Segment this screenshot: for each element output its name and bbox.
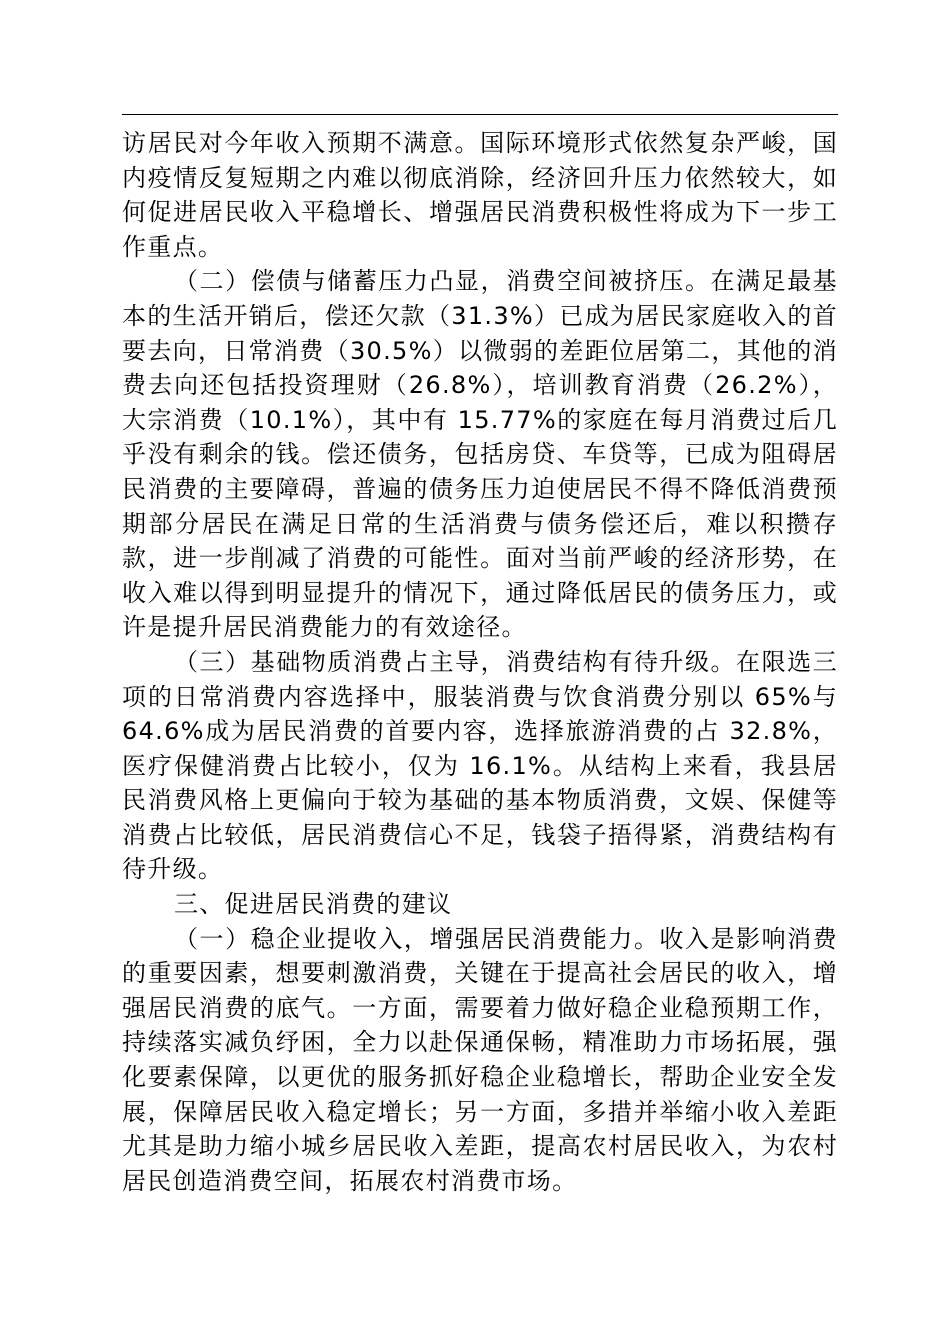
paragraph-debt-savings: （二）偿债与储蓄压力凸显，消费空间被挤压。在满足最基本的生活开销后，偿还欠款（31.3%）已成为居民家庭收入的首要去向，日常消费（30.5%）以微弱的差距位居第二，其他的消费去向还包括投资理财（26.8%），培训教育消费（26.2%），大宗消费（10.1%），其中有 15.77%的家庭在每月消费过后几乎没有剩余的钱。偿还债务，包括房贷、车贷等，已成为阻碍居民消费的主要障碍，普遍的债务压力迫使居民不得不降低消费预期部分居民在满足日常的生活消费与债务偿还后，难以积攒存款，进一步削减了消费的可能性。面对当前严峻的经济形势，在收入难以得到明显提升的情况下，通过降低居民的债务压力，或许是提升居民消费能力的有效途径。 (122, 267, 838, 642)
paragraph-continued: 访居民对今年收入预期不满意。国际环境形式依然复杂严峻，国内疫情反复短期之内难以彻底消除，经济回升压力依然较大，如何促进居民收入平稳增长、增强居民消费积极性将成为下一步工作重点。 (122, 129, 838, 261)
paragraph-stabilize-enterprises: （一）稳企业提收入，增强居民消费能力。收入是影响消费的重要因素，想要刺激消费，关键在于提高社会居民的收入，增强居民消费的底气。一方面，需要着力做好稳企业稳预期工作，持续落实减负纾困，全力以赴保通保畅，精准助力市场拓展，强化要素保障，以更优的服务抓好稳企业稳增长，帮助企业安全发展，保障居民收入稳定增长；另一方面，多措并举缩小收入差距尤其是助力缩小城乡居民收入差距，提高农村居民收入，为农村居民创造消费空间，拓展农村消费市场。 (122, 924, 838, 1195)
document-body (122, 126, 838, 1198)
section-heading: 三、促进居民消费的建议 (174, 890, 453, 919)
paragraph-consumption-structure: （三）基础物质消费占主导，消费结构有待升级。在限选三项的日常消费内容选择中，服装消费与饮食消费分别以 65%与 64.6%成为居民消费的首要内容，选择旅游消费的占 32.8%，医疗保健消费占比较小，仅为 16.1%。从结构上来看，我县居民消费风格上更偏向于较为基础的基本物质消费，文娱、保健等消费占比较低，居民消费信心不足，钱袋子捂得紧，消费结构有待升级。 (122, 647, 838, 884)
header-rule (122, 114, 838, 115)
